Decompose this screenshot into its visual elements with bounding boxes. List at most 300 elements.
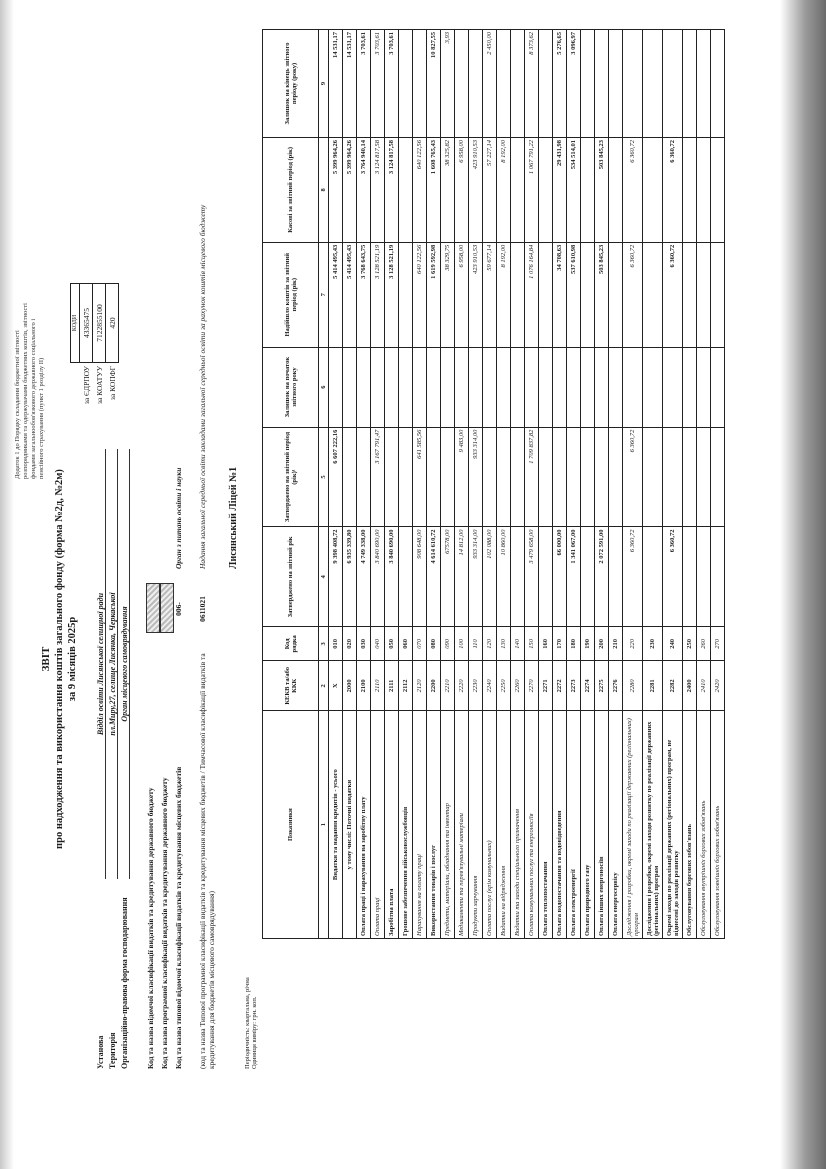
value-cell: 38 325,82	[441, 137, 455, 242]
value-cell	[511, 527, 525, 627]
value-cell: 38 329,75	[441, 242, 455, 347]
table-row	[539, 30, 553, 939]
school-row	[228, 209, 244, 1069]
value-cell	[399, 242, 413, 347]
value-cell: 640 122,56	[413, 242, 427, 347]
value-cell: 1 076 164,84	[525, 242, 539, 347]
value-cell	[385, 347, 399, 427]
value-cell	[609, 30, 623, 138]
value-cell	[683, 427, 697, 527]
row-code-cell: 260	[697, 627, 711, 661]
value-cell: 3 124 817,58	[371, 137, 385, 242]
value-cell: 5 399 964,26	[343, 137, 357, 242]
value-cell: 3 167 791,47	[371, 427, 385, 527]
table-row	[663, 30, 683, 939]
title-line2: про надходження та використання коштів загального фонду (форма №2д, №2м)	[54, 469, 65, 849]
typical-label: Код та назва типової відомчої класифікації видатків та кредитування місцевих бюджетів	[174, 766, 183, 1069]
value-cell: 3 703,61	[371, 30, 385, 138]
value-cell	[539, 242, 553, 347]
value-cell	[643, 527, 663, 627]
value-cell: 14 531,17	[343, 30, 357, 138]
table-row	[697, 30, 711, 939]
col-number: 2	[319, 661, 329, 711]
title-line1: ЗВІТ	[40, 646, 52, 672]
col-header: КЕКВ та/або ККК	[263, 661, 319, 711]
legal-form-value: Орган місцевого самоврядування	[120, 449, 130, 879]
institution-label: Установа	[96, 1035, 105, 1069]
table-row	[441, 30, 455, 939]
value-cell: 6 607 222,16	[329, 427, 343, 527]
value-cell: 3 096,97	[567, 30, 581, 138]
form-note: Додаток 1 до Порядку складання бюджетної звітності розпорядниками та одержувачами бюджетних коштів, звітності фондами загальнообов'язкового державного соціального і пенсійного страхування (пункт 1 розділу II)	[14, 303, 45, 479]
value-cell	[385, 427, 399, 527]
row-code-cell: 270	[711, 627, 725, 661]
row-code-cell: 060	[399, 627, 413, 661]
col-header: Затверджено на звітний рік	[263, 527, 319, 627]
value-cell	[643, 242, 663, 347]
value-cell: 423 910,53	[469, 137, 483, 242]
table-row	[711, 30, 725, 939]
typical-row	[174, 209, 198, 1069]
value-cell	[697, 427, 711, 527]
table-row	[609, 30, 623, 939]
value-cell: 10 860,00	[497, 527, 511, 627]
row-label: Заробітна плата	[385, 711, 399, 939]
row-code-cell: 240	[663, 627, 683, 661]
table-row	[643, 30, 663, 939]
value-cell: 1 619 592,98	[427, 242, 441, 347]
value-cell	[581, 527, 595, 627]
kekv-cell: 2276	[609, 661, 623, 711]
value-cell	[683, 242, 697, 347]
value-cell: 3 703,61	[385, 30, 399, 138]
value-cell: 3 764 940,14	[357, 137, 371, 242]
value-cell: 3 479 658,00	[525, 527, 539, 627]
col-header: Залишок на кінець звітного періоду (року)	[263, 30, 319, 138]
value-cell: 503 845,23	[595, 137, 609, 242]
report-title	[40, 449, 78, 869]
value-cell	[553, 347, 567, 427]
value-cell: 29 431,98	[553, 137, 567, 242]
table-row	[427, 30, 441, 939]
value-cell: 102 088,00	[483, 527, 497, 627]
kekv-cell: 2274	[581, 661, 595, 711]
local-code: 0611021	[198, 596, 207, 622]
legal-form-row	[120, 429, 132, 1069]
value-cell	[539, 137, 553, 242]
value-cell	[683, 527, 697, 627]
row-code-cell: 130	[497, 627, 511, 661]
value-cell	[343, 347, 357, 427]
value-cell: 59 677,14	[483, 242, 497, 347]
row-code-cell: 200	[595, 627, 609, 661]
ministry-code-box	[146, 583, 160, 633]
row-label: Обслуговування внутрішніх боргових зобов'язань	[697, 711, 711, 939]
kekv-cell: 2240	[483, 661, 497, 711]
value-cell: 8 192,00	[497, 137, 511, 242]
col-header: Показники	[263, 711, 319, 939]
table-row	[683, 30, 697, 939]
row-code-cell: 190	[581, 627, 595, 661]
row-code-cell: 230	[643, 627, 663, 661]
value-cell: 6 935 339,80	[343, 527, 357, 627]
code-label: за КОАТУУ	[94, 366, 104, 404]
row-label: Оплата електроенергії	[567, 711, 581, 939]
table-row	[483, 30, 497, 939]
value-cell: 3 703,61	[357, 30, 371, 138]
table-row	[371, 30, 385, 939]
value-cell	[609, 427, 623, 527]
value-cell	[711, 30, 725, 138]
value-cell: 1 341 067,00	[567, 527, 581, 627]
value-cell: 6 360,72	[623, 137, 643, 242]
kekv-cell: 2270	[525, 661, 539, 711]
row-label: Окремі заходи по реалізації державних (регіональних) програм, не віднесені до заходів розвитку	[663, 711, 683, 939]
col-header: Код рядка	[263, 627, 319, 661]
value-cell	[399, 30, 413, 138]
kekv-cell: 2420	[711, 661, 725, 711]
ministry-row	[146, 209, 160, 1069]
row-code-cell: 250	[683, 627, 697, 661]
program-label: Код та назва програмної класифікації видатків та кредитування державного бюджету	[160, 777, 169, 1069]
row-code-cell: 150	[525, 627, 539, 661]
row-label: Продукти харчування	[469, 711, 483, 939]
local-row	[198, 204, 228, 1069]
report-table	[262, 29, 725, 939]
kekv-cell: 2272	[553, 661, 567, 711]
value-cell	[711, 137, 725, 242]
value-cell	[697, 137, 711, 242]
value-cell	[427, 427, 441, 527]
row-label: Оплата енергосервісу	[609, 711, 623, 939]
value-cell	[553, 427, 567, 527]
code-value: 43365475	[80, 284, 93, 363]
value-cell	[663, 427, 683, 527]
row-label: Грошове забезпечення військовослужбовців	[399, 711, 413, 939]
value-cell: 3 128 521,19	[371, 242, 385, 347]
value-cell: 4 614 610,72	[427, 527, 441, 627]
scan-edge-shadow-right	[780, 0, 826, 1169]
value-cell: 8 373,62	[525, 30, 539, 138]
row-label: Предмети, матеріали, обладнання та інвентар	[441, 711, 455, 939]
row-code-cell: 180	[567, 627, 581, 661]
row-label: Дослідження і розробки, окремі заходи по реалізації державних (регіональних) програм	[623, 711, 643, 939]
row-code-cell: 160	[539, 627, 553, 661]
kekv-cell: 2280	[623, 661, 643, 711]
col-number: 3	[319, 627, 329, 661]
kekv-cell: 2250	[497, 661, 511, 711]
col-number: 9	[319, 30, 329, 138]
value-cell	[595, 30, 609, 138]
code-value: 7122855100	[93, 284, 106, 363]
row-label: Оплата природного газу	[581, 711, 595, 939]
kekv-cell: 2110	[371, 661, 385, 711]
value-cell	[581, 137, 595, 242]
value-cell	[511, 137, 525, 242]
value-cell	[511, 427, 525, 527]
value-cell	[413, 347, 427, 427]
code-label: за ЄДРПОУ	[81, 366, 91, 405]
value-cell	[539, 30, 553, 138]
col-number: 8	[319, 137, 329, 242]
row-code-cell: 110	[469, 627, 483, 661]
kekv-cell: 2200	[427, 661, 441, 711]
value-cell: 9 483,00	[455, 427, 469, 527]
value-cell	[399, 527, 413, 627]
row-code-cell: 080	[427, 627, 441, 661]
value-cell	[539, 347, 553, 427]
value-cell: 66 000,00	[553, 527, 567, 627]
value-cell	[581, 30, 595, 138]
kekv-cell: 2220	[455, 661, 469, 711]
value-cell: 537 610,98	[567, 242, 581, 347]
value-cell	[595, 427, 609, 527]
value-cell	[357, 427, 371, 527]
value-cell	[343, 427, 357, 527]
row-label: Оплата праці і нарахування на заробітну плату	[357, 711, 371, 939]
program-code-box	[160, 583, 174, 633]
codes-header: КОДИ	[71, 284, 80, 363]
table-row	[595, 30, 609, 939]
typical-code: 006-	[174, 602, 183, 616]
row-label: Оплата послуг (крім комунальних)	[483, 711, 497, 939]
value-cell	[643, 347, 663, 427]
col-header: Надійшло коштів за звітний період (рік)	[263, 242, 319, 347]
kekv-cell: 2282	[663, 661, 683, 711]
row-code-cell: 050	[385, 627, 399, 661]
value-cell	[497, 427, 511, 527]
kekv-cell: 2273	[567, 661, 581, 711]
kekv-cell: 2271	[539, 661, 553, 711]
row-code-cell: 140	[511, 627, 525, 661]
row-code-cell: 090	[441, 627, 455, 661]
value-cell	[643, 30, 663, 138]
institution-row	[96, 429, 108, 1069]
row-code-cell: 100	[455, 627, 469, 661]
value-cell	[643, 137, 663, 242]
value-cell: 6 360,72	[663, 527, 683, 627]
table-row	[343, 30, 357, 939]
value-cell	[399, 137, 413, 242]
value-cell	[581, 347, 595, 427]
value-cell: 2 072 591,00	[595, 527, 609, 627]
value-cell	[539, 427, 553, 527]
row-code-cell: 120	[483, 627, 497, 661]
legal-form-label: Організаційно-правова форма господарювання	[120, 897, 129, 1069]
row-code-cell: 210	[609, 627, 623, 661]
value-cell	[441, 347, 455, 427]
kekv-cell: X	[329, 661, 343, 711]
ministry-label: Код та назва відомчої класифікації видатків та кредитування державного бюджету	[146, 787, 155, 1069]
row-label: Обслуговування зовнішніх боргових зобов'язань	[711, 711, 725, 939]
value-cell: 67578,00	[441, 527, 455, 627]
table-row	[357, 30, 371, 939]
value-cell	[581, 242, 595, 347]
kekv-cell: 2210	[441, 661, 455, 711]
value-cell: 10 827,55	[427, 30, 441, 138]
value-cell: 57 227,14	[483, 137, 497, 242]
value-cell: 5 414 495,43	[343, 242, 357, 347]
value-cell: 534 514,01	[567, 137, 581, 242]
value-cell	[329, 347, 343, 427]
row-label: Видатки та заходи спеціального призначення	[511, 711, 525, 939]
col-number: 5	[319, 427, 329, 527]
kekv-cell: 2230	[469, 661, 483, 711]
row-code-cell: 220	[623, 627, 643, 661]
row-label: Оплата водопостачання та водовідведення	[553, 711, 567, 939]
value-cell	[525, 347, 539, 427]
col-number: 4	[319, 527, 329, 627]
value-cell: 4 749 338,00	[357, 527, 371, 627]
value-cell: 3 840 690,00	[371, 527, 385, 627]
value-cell	[357, 347, 371, 427]
column-number-row	[319, 30, 329, 939]
kekv-cell: 2410	[697, 661, 711, 711]
table-row	[525, 30, 539, 939]
value-cell: 14 812,00	[455, 527, 469, 627]
table-header-row	[263, 30, 319, 939]
value-cell: 1 608 765,43	[427, 137, 441, 242]
kekv-cell: 2120	[413, 661, 427, 711]
col-number: 1	[319, 711, 329, 939]
value-cell	[609, 242, 623, 347]
value-cell: 641 585,56	[413, 427, 427, 527]
value-cell	[711, 242, 725, 347]
table-row	[385, 30, 399, 939]
row-code-cell: 020	[343, 627, 357, 661]
value-cell	[595, 347, 609, 427]
value-cell	[483, 427, 497, 527]
kekv-cell: 2112	[399, 661, 413, 711]
kekv-cell: 2281	[643, 661, 663, 711]
territory-value: пл.Миру,27, селище Лисянка, Черкаської	[108, 449, 118, 879]
value-cell	[623, 347, 643, 427]
value-cell	[511, 30, 525, 138]
value-cell: 933 314,00	[469, 427, 483, 527]
col-number: 6	[319, 347, 329, 427]
code-label: за КОПФГ	[107, 366, 117, 401]
school-name: Лисянський Ліцей №1	[228, 466, 239, 569]
table-row	[455, 30, 469, 939]
value-cell: 6 360,72	[623, 527, 643, 627]
value-cell	[711, 527, 725, 627]
value-cell: 3 768 643,75	[357, 242, 371, 347]
row-label: Використання товарів і послуг	[427, 711, 441, 939]
row-label: Видатки та надання кредитів - усього	[329, 711, 343, 939]
table-row	[469, 30, 483, 939]
row-label: Медикаменти та перев'язувальні матеріали	[455, 711, 469, 939]
value-cell	[683, 30, 697, 138]
value-cell	[609, 527, 623, 627]
table-row	[413, 30, 427, 939]
row-label: Оплата інших енергоносіїв	[595, 711, 609, 939]
value-cell: 3 124 817,58	[385, 137, 399, 242]
row-label: Обслуговування боргових зобов'язань	[683, 711, 697, 939]
table-row	[399, 30, 413, 939]
value-cell	[427, 347, 441, 427]
kekv-cell: 2111	[385, 661, 399, 711]
table-row	[497, 30, 511, 939]
value-cell: 640 122,56	[413, 137, 427, 242]
value-cell: 6 360,72	[663, 137, 683, 242]
value-cell: 933 314,00	[469, 527, 483, 627]
title-period: за 9 місяців 2025р	[67, 616, 78, 702]
kekv-cell: 2275	[595, 661, 609, 711]
value-cell	[663, 30, 683, 138]
institution-value: Відділ освіти Лисянської селищної ради	[96, 449, 106, 879]
value-cell: 8 192,00	[497, 242, 511, 347]
table-row	[511, 30, 525, 939]
value-cell	[483, 347, 497, 427]
value-cell	[511, 347, 525, 427]
kekv-cell: 2400	[683, 661, 697, 711]
value-cell	[683, 137, 697, 242]
territory-label: Територія	[108, 1032, 117, 1069]
local-value: Надання загальної середньої освіти закладами загальної середньої освіти за рахунок коштів місцевого бюджету	[198, 204, 207, 569]
value-cell	[371, 347, 385, 427]
kekv-cell: 2000	[343, 661, 357, 711]
table-row	[581, 30, 595, 939]
table-row	[623, 30, 643, 939]
value-cell: 503 845,23	[595, 242, 609, 347]
value-cell: 9 398 408,72	[329, 527, 343, 627]
row-label: Дослідження і розробки, окремі заходи розвитку по реалізації державних (регіональних) програм	[643, 711, 663, 939]
row-label: Оплата теплопостачання	[539, 711, 553, 939]
value-cell	[567, 427, 581, 527]
value-cell	[469, 347, 483, 427]
value-cell: 14 531,17	[329, 30, 343, 138]
value-cell: 5 414 495,43	[329, 242, 343, 347]
value-cell	[697, 30, 711, 138]
col-header: Залишок на початок звітного року	[263, 347, 319, 427]
program-row	[160, 209, 174, 1069]
value-cell	[683, 347, 697, 427]
value-cell: 423 910,53	[469, 242, 483, 347]
value-cell	[609, 137, 623, 242]
row-code-cell: 070	[413, 627, 427, 661]
value-cell: 3 128 521,19	[385, 242, 399, 347]
value-cell: 6 360,72	[623, 427, 643, 527]
value-cell	[581, 427, 595, 527]
value-cell: 1 067 791,22	[525, 137, 539, 242]
row-label: Видатки на відрядження	[497, 711, 511, 939]
typical-value: Орган з питань освіти і науки	[174, 467, 183, 569]
value-cell: 2 450,00	[483, 30, 497, 138]
value-cell	[697, 527, 711, 627]
unit-of-measure: Одиниця виміру: грн. коп.	[251, 996, 258, 1069]
table-body	[329, 30, 725, 939]
local-label: (код та назва Типової програмної класифікації видатків та кредитування місцевих бюджетів / Тимчасової класифікації видатків та кредитування для бюджетів місцевого самоврядування)	[198, 653, 216, 1069]
row-code-cell: 010	[329, 627, 343, 661]
value-cell	[399, 427, 413, 527]
periodicity: Періодичність: квартальна, річна	[244, 977, 251, 1069]
value-cell	[711, 427, 725, 527]
table-row	[553, 30, 567, 939]
value-cell	[567, 347, 581, 427]
kekv-cell: 2260	[511, 661, 525, 711]
col-number: 7	[319, 242, 329, 347]
value-cell: 5 399 964,26	[329, 137, 343, 242]
value-cell	[497, 347, 511, 427]
row-code-cell: 040	[371, 627, 385, 661]
value-cell	[697, 242, 711, 347]
table-row	[329, 30, 343, 939]
value-cell: 6 958,00	[455, 242, 469, 347]
row-code-cell: 030	[357, 627, 371, 661]
classification-block	[146, 204, 258, 1069]
col-header: Затверджено на звітний період (рік)¹	[263, 427, 319, 527]
row-label: Нарахування на оплату праці	[413, 711, 427, 939]
